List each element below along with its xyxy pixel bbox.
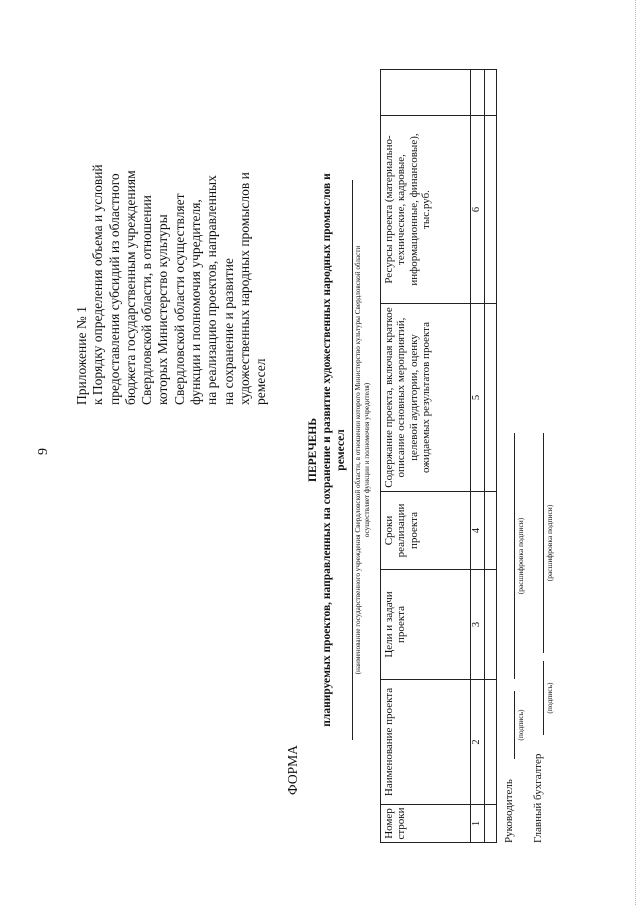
title-subtitle: планируемых проектов, направленных на сохранение и развитие художественных народных промыслов и ремесел bbox=[321, 173, 347, 727]
table-cell bbox=[485, 570, 497, 680]
page-number: 9 bbox=[36, 448, 51, 455]
table-cell: 2 bbox=[470, 680, 484, 805]
decode-caption-accountant: (расшифровка подписи) bbox=[545, 504, 554, 582]
table-cell: 5 bbox=[470, 304, 484, 492]
table-cell: 1 bbox=[470, 805, 484, 843]
table-header-row bbox=[381, 70, 471, 843]
table-cell: 3 bbox=[470, 570, 484, 680]
header-content: Содержание проекта, включая краткое описание основных мероприятий, целевой аудитории, оценку ожидаемых результатов проекта bbox=[381, 304, 471, 492]
header-empty-cell bbox=[381, 70, 471, 116]
appendix-line: на сохранение и развитие bbox=[220, 258, 236, 405]
table-cell bbox=[485, 492, 497, 570]
table-row bbox=[485, 70, 497, 843]
signature-line-head bbox=[514, 691, 515, 759]
decode-caption-head: (расшифровка подписи) bbox=[516, 517, 525, 595]
table-cell bbox=[485, 304, 497, 492]
form-label: ФОРМА bbox=[285, 745, 300, 795]
signature-caption-accountant: (подпись) bbox=[545, 682, 554, 714]
appendix-line: ремесел bbox=[253, 358, 269, 405]
appendix-line: Приложение № 1 bbox=[74, 306, 89, 405]
document-title bbox=[306, 170, 348, 730]
institution-caption bbox=[354, 180, 371, 740]
institution-caption-line: (наименование государственного учреждения Свердловской области, в отношении которого Министерство культуры Свердловской области bbox=[354, 245, 362, 675]
decode-line-head bbox=[514, 433, 515, 679]
appendix-line: функции и полномочия учредителя, bbox=[188, 199, 204, 405]
header-project-name: Наименование проекта bbox=[381, 680, 471, 805]
appendix-line: Свердловской области, в отношении bbox=[139, 195, 155, 405]
institution-caption-line: осуществляет функции и полномочия учредителя) bbox=[362, 382, 371, 538]
table-row bbox=[470, 70, 484, 843]
table-cell bbox=[485, 116, 497, 304]
table-cell: 4 bbox=[470, 492, 484, 570]
appendix-line: которых Министерство культуры bbox=[155, 214, 171, 405]
projects-table bbox=[380, 69, 497, 843]
table-cell bbox=[485, 805, 497, 843]
signature-line-accountant bbox=[543, 661, 544, 735]
appendix-line: на реализацию проектов, направленных bbox=[204, 175, 220, 405]
appendix-block bbox=[74, 85, 270, 405]
decode-line-accountant bbox=[543, 433, 544, 653]
header-goals: Цели и задачи проекта bbox=[381, 570, 471, 680]
institution-name-line bbox=[352, 180, 353, 740]
signature-caption-head: (подпись) bbox=[516, 709, 525, 741]
appendix-line: бюджета государственным учреждениям bbox=[122, 170, 138, 405]
header-terms: Сроки реализации проекта bbox=[381, 492, 471, 570]
signature-role-accountant: Главный бухгалтер bbox=[532, 753, 544, 843]
title-main: ПЕРЕЧЕНЬ bbox=[307, 418, 319, 482]
header-resources: Ресурсы проекта (материально-технические, кадровые, информационные, финансовые), тыс.руб. bbox=[381, 116, 471, 304]
header-row-number: Номер строки bbox=[381, 805, 471, 843]
table-cell: 6 bbox=[470, 116, 484, 304]
appendix-line: Свердловской области осуществляет bbox=[171, 193, 187, 405]
signature-role-head: Руководитель bbox=[503, 779, 515, 843]
table-cell bbox=[485, 70, 497, 116]
table-cell bbox=[485, 680, 497, 805]
appendix-line: предоставления субсидий из областного bbox=[106, 173, 122, 405]
table-cell bbox=[470, 70, 484, 116]
appendix-line: художественных народных промыслов и bbox=[236, 172, 252, 405]
appendix-line: к Порядку определения объема и условий bbox=[90, 164, 106, 405]
